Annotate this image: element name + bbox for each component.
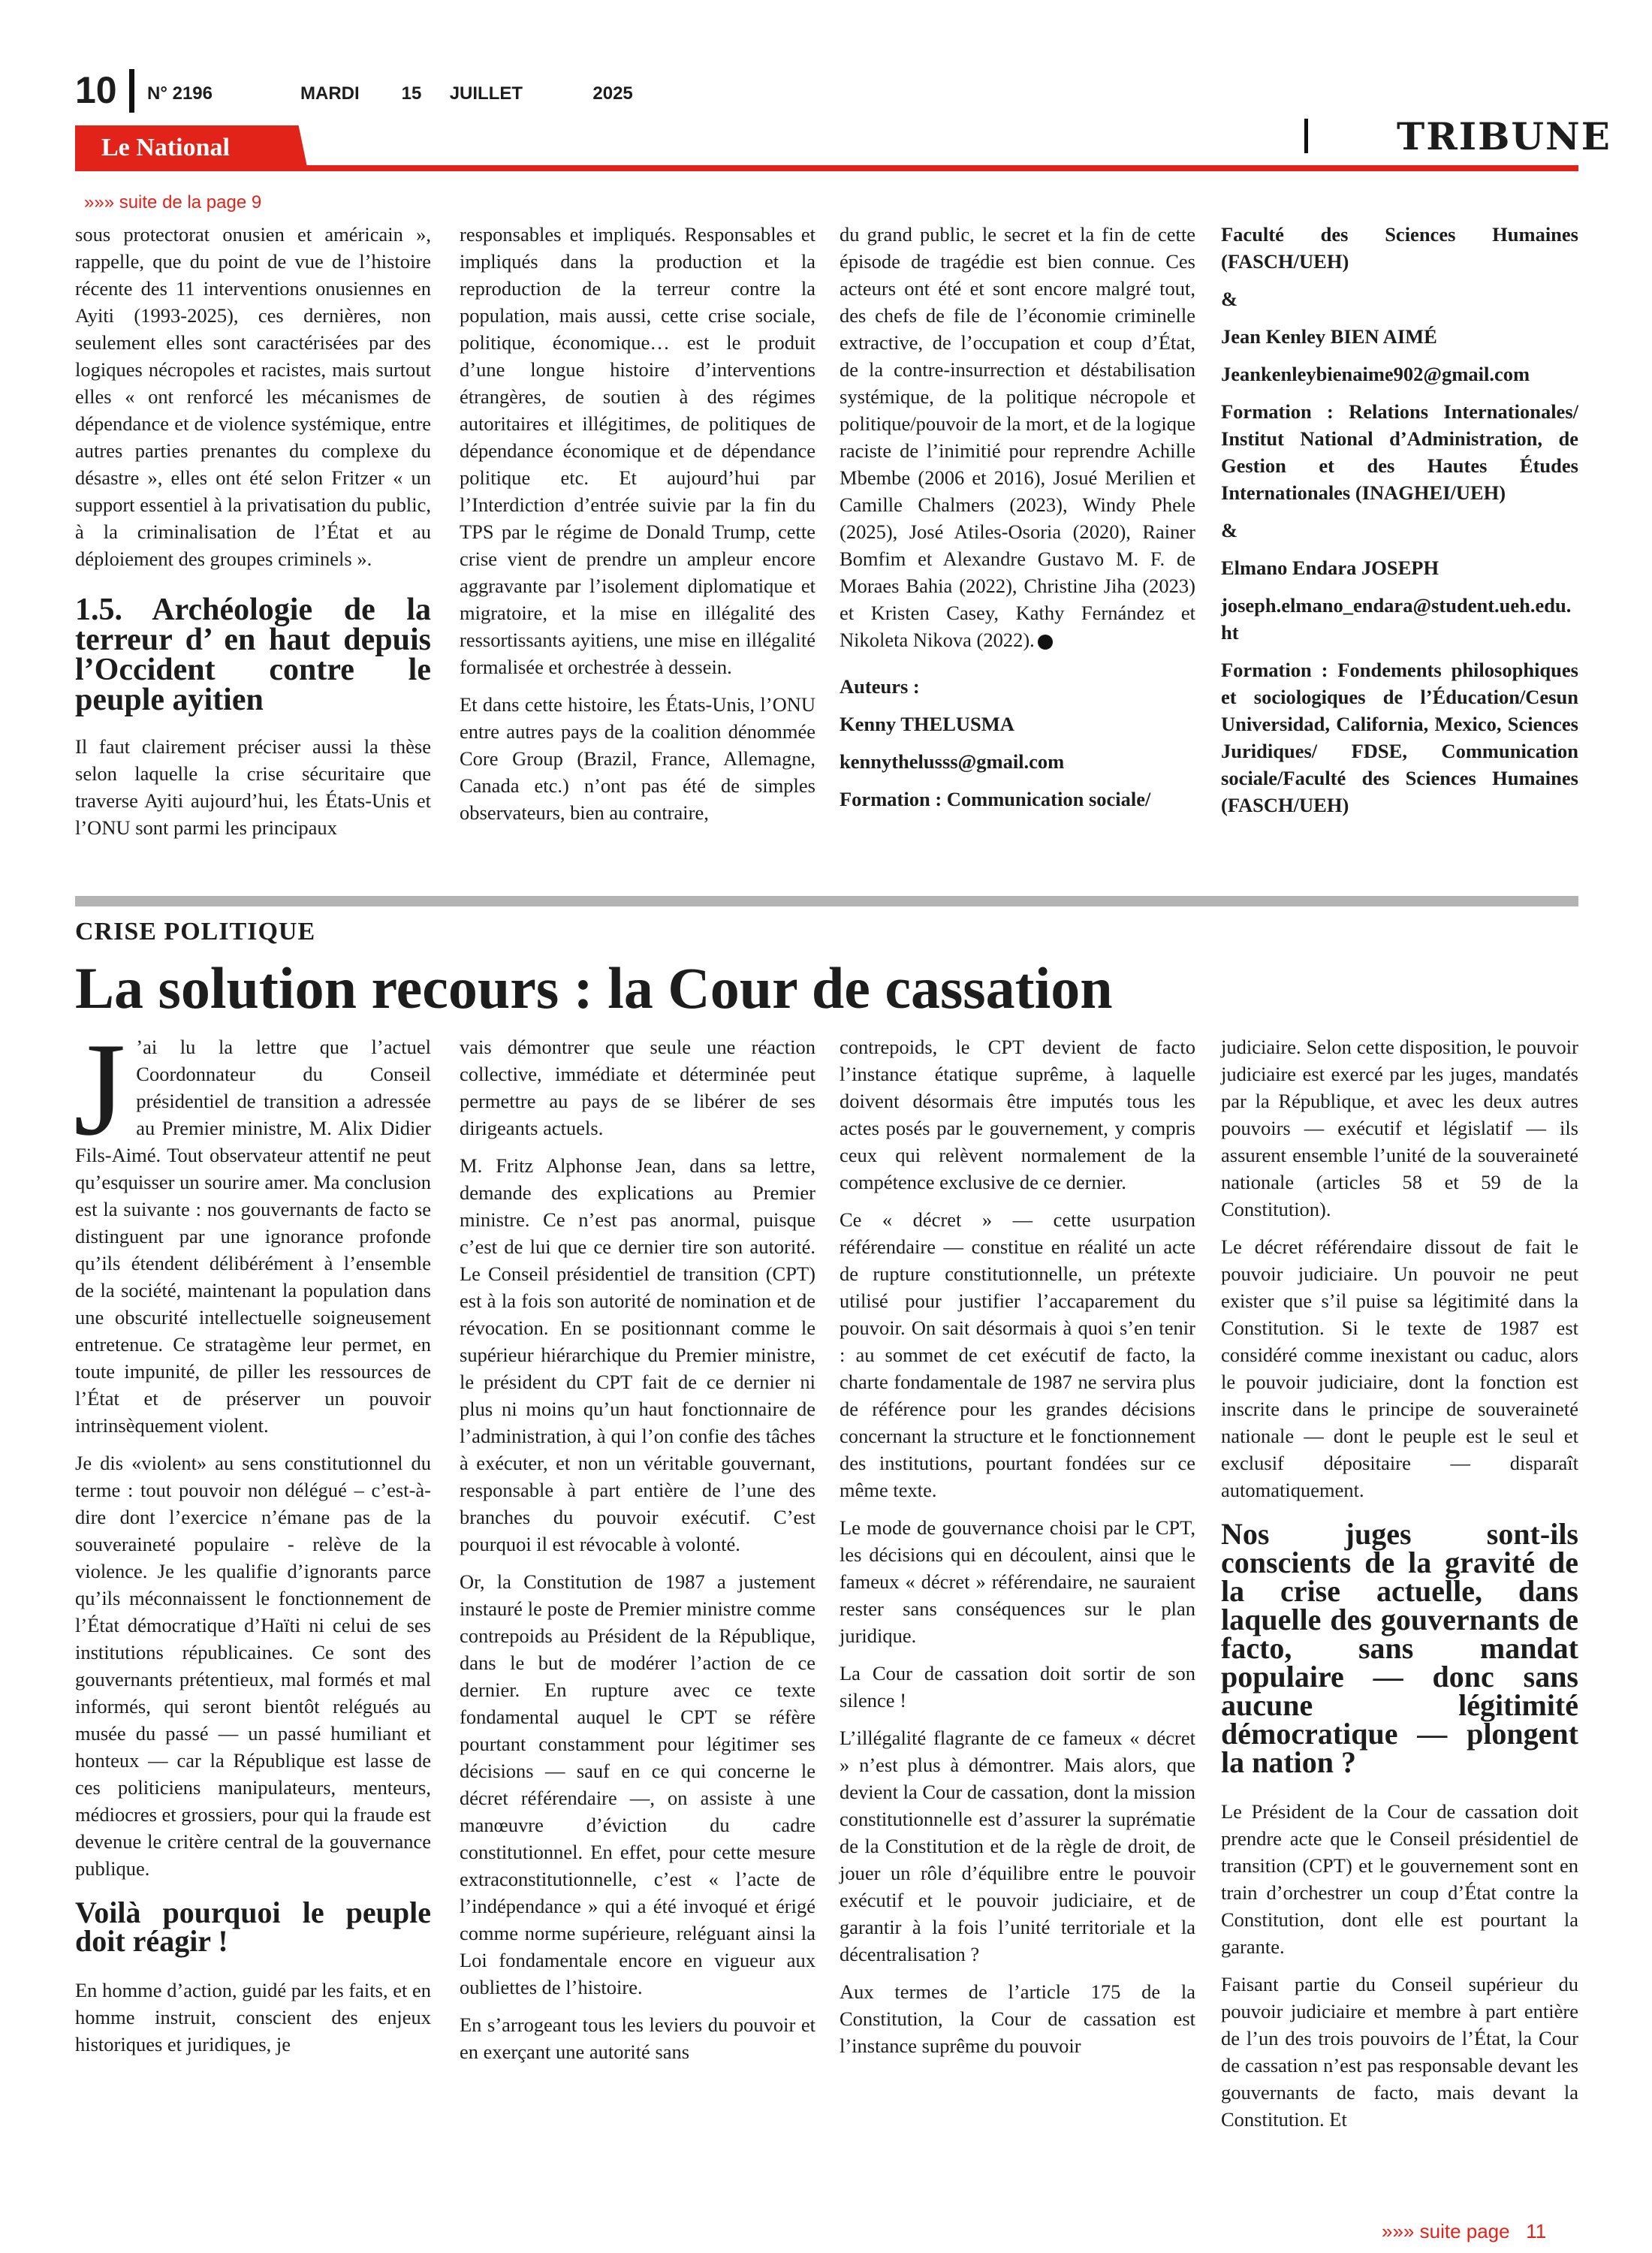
header-divider — [129, 69, 134, 113]
drop-cap: J — [74, 1015, 126, 1163]
paragraph: Aux termes de l’article 175 de la Constitution, la Cour de cassation est l’instance suprême du pouvoir — [840, 1980, 1195, 2057]
section-subhead: 1.5. Archéologie de la terreur d’ en haut depuis l’Occident contre le peuple ayitien — [75, 593, 431, 717]
section-subhead: Nos juges sont-ils conscients de la gravité de la crise actuelle, dans laquelle des gouvernants de facto, sans mandat populaire — donc sans aucune légitimité démocratique — plongent la nation ? — [1221, 1517, 1578, 1779]
author-email: joseph.elmano_endara@student.ueh.edu.ht — [1221, 594, 1572, 644]
paragraph: Le mode de gouvernance choisi par le CPT, les décisions qui en découlent, ainsi que le fameux « décret » référendaire, ne sauraient rester sans conséquences sur le plan juridique. — [840, 1516, 1195, 1647]
article-col-4 — [1221, 1033, 1578, 2143]
paragraph: judiciaire. Selon cette disposition, le pouvoir judiciaire est exercé par les juges, mandatés par la République, et avec les deux autres pouvoirs — exécutif et législatif — ils assurent ensemble l’unité de la souveraineté nationale (articles 58 et 59 de la Constitution). — [1221, 1036, 1578, 1220]
article-headline: La solution recours : la Cour de cassation — [75, 955, 1113, 1021]
end-of-article-icon — [1038, 635, 1053, 650]
prev-article-col-2 — [460, 221, 815, 837]
paragraph: M. Fritz Alphonse Jean, dans sa lettre, demande des explications au Premier ministre. Ce n’est pas anormal, puisque c’est de lui que ce dernier tire son autorité. Le Conseil présidentiel de transition (CPT) est à la fois son autorité de nomination et de révocation. En se positionnant comme le supérieur hiérarchique du Premier ministre, le président du CPT fait de ce dernier ni plus ni moins qu’un haut fonctionnaire de l’administration, à qui l’on confie des tâches à exécuter, et non un véritable gouvernant, responsable à part entière de l’une des branches du pouvoir exécutif. C’est pourquoi il est révocable à volonté. — [460, 1154, 815, 1555]
paragraph: J ’ai lu la lettre que l’actuel Coordonnateur du Conseil présidentiel de transition a adressée au Premier ministre, M. Alix Didier Fils-Aimé. Tout observateur attentif ne peut qu’esquisser un sourire amer. Ma conclusion est la suivante : nos gouvernants de facto se distinguent par une ignorance profonde qu’ils étendent délibérément à l’ensemble de la société, maintenant la population dans une obscurité intellectuelle soigneusement entretenue. Ce stratagème leur permet, en toute impunité, de piller les ressources de l’État et de préserver un pouvoir intrinsèquement violent. — [74, 1015, 431, 1437]
authors-block — [840, 673, 1195, 813]
author-formation: Formation : Fondements philosophiques et sociologiques de l’Éducation/Cesun Universidad, California, Mexico, Sciences Juridiques/ FDSE, Communication sociale/Faculté des Sciences Humaines (FASCH/UEH) — [1221, 659, 1578, 816]
paragraph: En homme d’action, guidé par les faits, et en homme instruit, conscient des enjeux historiques et juridiques, je — [75, 1979, 431, 2055]
paragraph: L’illégalité flagrante de ce fameux « décret » n’est plus à démontrer. Mais alors, que devient la Cour de cassation, dont la mission constitutionnelle est d’assurer la suprématie de la Constitution et de la règle de droit, de jouer un rôle d’équilibre entre le pouvoir exécutif et le pouvoir judiciaire, et de garantir à la fois l’unité territoriale et la décentralisation ? — [840, 1727, 1195, 1965]
author-formation: Formation : Communication sociale/ — [840, 788, 1151, 810]
paragraph: La Cour de cassation doit sortir de son silence ! — [840, 1662, 1195, 1712]
author-formation: Formation : Relations Internationales/ Institut National d’Administration, de Gestion et des Hautes Études Internationales (INAGHEI/UEH) — [1221, 400, 1578, 504]
paragraph: Et dans cette histoire, les États-Unis, l’ONU entre autres pays de la coalition dénommée Core Group (Brazil, France, Allemagne, Canada etc.) n’ont pas été de simples observateurs, bien au contraire, — [460, 693, 815, 824]
header-rule — [75, 165, 1578, 171]
page-number: 10 — [75, 69, 117, 111]
article-col-2 — [460, 1033, 815, 2076]
paragraph: Ce « décret » — cette usurpation référendaire — constitue en réalité un acte de rupture constitutionnelle, un prétexte utilisé pour justifier l’accaparement du pouvoir. On sait désormais à quoi s’en tenir : au sommet de cet exécutif de facto, la charte fondamentale de 1987 ne servira plus de référence pour les grandes décisions concernant la structure et le fonctionnement des institutions, pourtant fondées sur ce même texte. — [840, 1208, 1195, 1501]
author-email: kennythelusss@gmail.com — [840, 750, 1065, 773]
ampersand: & — [1221, 288, 1238, 310]
issue-number: N° 2196 — [147, 83, 213, 104]
section-subhead: Voilà pourquoi le peuple doit réagir ! — [75, 1896, 431, 1958]
prev-article-col-1 — [75, 221, 431, 852]
author-email: Jeankenleybienaime902@gmail.com — [1221, 363, 1530, 385]
paragraph: Le décret référendaire dissout de fait le pouvoir judiciaire. Un pouvoir ne peut exister que s’il puise sa légitimité dans la Constitution. Si le texte de 1987 est considéré comme inexistant ou caduc, alors le pouvoir judiciaire, dont la fonction est inscrite dans le principe de souveraineté nationale — dont le peuple est le seul et exclusif dépositaire — disparaît automatiquement. — [1221, 1235, 1578, 1501]
paragraph: Faisant partie du Conseil supérieur du pouvoir judiciaire et membre à part entière de l’un des trois pouvoirs de l’État, la Cour de cassation n’est pas responsable devant les gouvernants de facto, mais devant la Constitution. Et — [1221, 1973, 1578, 2131]
ampersand: & — [1221, 519, 1238, 541]
paragraph: sous protectorat onusien et américain », rappelle, que du point de vue de l’histoire récente des 11 interventions onusiennes en Ayiti (1993-2025), ces dernières, non seulement elles sont caractérisées par des logiques nécropoles et racistes, mais surtout elles « ont renforcé les mécanismes de dépendance et de violence systémique, entre autres parties prenantes du complexe du désastre », elles ont été selon Fritzer « un support essentiel à la privatisation du public, à la criminalisation de l’État et au déploiement des groupes criminels ». — [75, 223, 431, 570]
section-title: TRIBUNE — [1397, 114, 1611, 158]
prev-article-col-4 — [1221, 221, 1578, 829]
paragraph: Il faut clairement préciser aussi la thèse selon laquelle la crise sécuritaire que traverse Ayiti aujourd’hui, les États-Unis et l’ONU sont parmi les principaux — [75, 735, 431, 839]
issue-date: MARDI 15 JUILLET 2025 — [300, 83, 633, 104]
author-name: Elmano Endara JOSEPH — [1221, 556, 1439, 579]
paragraph: Je dis «violent» au sens constitutionnel du terme : tout pouvoir non délégué – c’est-à-dire dont l’exercice n’émane pas de la souveraineté populaire - relève de la violence. Je les qualifie d’ignorants parce qu’ils méconnaissent le fonctionnement de l’État démocratique d’Haïti ni celui de ses institutions républicaines. Ce sont des gouvernants prétentieux, mal formés et mal informés, qui seront bientôt relégués au musée du passé — un passé humiliant et honteux — car la République est lasse de ces politiciens manipulateurs, menteurs, médiocres et grossiers, pour qui la fraude est devenue le critère central de la gouvernance publique. — [75, 1452, 431, 1880]
paragraph: du grand public, le secret et la fin de cette épisode de tragédie est bien connue. Ces acteurs ont été et sont encore malgré tout, des chefs de file de l’économie criminelle extractive, de l’occupation et coup d’État, de la contre-insurrection et déstabilisation systémique, de la politique nécropole et politique/pouvoir de la mort, et de la logique raciste de l’inimitié pour reprendre Achille Mbembe (2006 et 2016), Josué Merilien et Camille Chalmers (2023), Windy Phele (2025), José Atiles-Osoria (2020), Rainer Bomfim et Alexandre Gustavo M. F. de Moraes Bahia (2022), Christine Jiha (2023) et Kristen Casey, Kathy Fernández et Nikoleta Nikova (2022). — [840, 223, 1195, 651]
section-divider — [1304, 119, 1308, 153]
article-col-3 — [840, 1033, 1195, 2070]
paragraph: En s’arrogeant tous les leviers du pouvoir et en exerçant une autorité sans — [460, 2013, 815, 2063]
continued-from: »»» suite de la page 9 — [84, 192, 262, 213]
paragraph: Le Président de la Cour de cassation doit prendre acte que le Conseil présidentiel de transition (CPT) et le gouvernement sont en train d’orchestrer un coup d’État contre la Constitution, dont elle est pourtant la garante. — [1221, 1800, 1578, 1958]
paragraph: Or, la Constitution de 1987 a justement instauré le poste de Premier ministre comme contrepoids au Président de la République, dans le but de modérer l’action de ce dernier. En rupture avec ce texte fondamental auquel le CPT se réfère pourtant constamment pour légitimer ses décisions — sauf en ce qui concerne le décret référendaire —, on assiste à une manœuvre d’éviction du cadre constitutionnel. En effet, pour cette mesure extraconstitutionnelle, c’est « l’acte de l’indépendance » qui a été invoqué et érigé comme norme supérieure, reléguant ainsi la Loi fondamentale encore en vigueur aux oubliettes de l’histoire. — [460, 1570, 815, 1998]
prev-article-col-3 — [840, 221, 1195, 823]
article-separator — [75, 896, 1578, 906]
paragraph: contrepoids, le CPT devient de facto l’instance étatique suprême, à laquelle doivent désormais être imputés tous les actes posés par le gouvernement, y compris ceux qui relèvent normalement de la compétence exclusive de ce dernier. — [840, 1036, 1195, 1193]
author-name: Kenny THELUSMA — [840, 713, 1014, 735]
brand-logo: Le National — [101, 134, 230, 161]
author-name: Jean Kenley BIEN AIMÉ — [1221, 325, 1437, 348]
article-col-1 — [74, 1015, 431, 2068]
authors-label: Auteurs : — [840, 675, 920, 698]
continued-to: »»» suite page 11 — [1382, 2220, 1547, 2242]
paragraph: responsables et impliqués. Responsables et impliqués dans la production et la reproduction de la terreur contre la population, mais aussi, cette crise sociale, politique, économique… est le produit d’une longue histoire d’interventions étrangères, de soutien à des régimes autoritaires et illégitimes, de politiques de dépendance économique et de dépendance politique etc. Et aujourd’hui par l’Interdiction d’entrée suivie par la fin du TPS par le régime de Donald Trump, cette crise vient de prendre un ampleur encore aggravante par l’isolement diplomatique et migratoire, et la mise en illégalité des ressortissants ayitiens, une mise en illégalité formalisée et orchestrée à dessein. — [460, 223, 815, 678]
paragraph: vais démontrer que seule une réaction collective, immédiate et déterminée peut permettre au pays de se libérer de ses dirigeants actuels. — [460, 1036, 815, 1139]
author-formation: Faculté des Sciences Humaines (FASCH/UEH) — [1221, 223, 1578, 273]
article-kicker: CRISE POLITIQUE — [75, 918, 316, 946]
